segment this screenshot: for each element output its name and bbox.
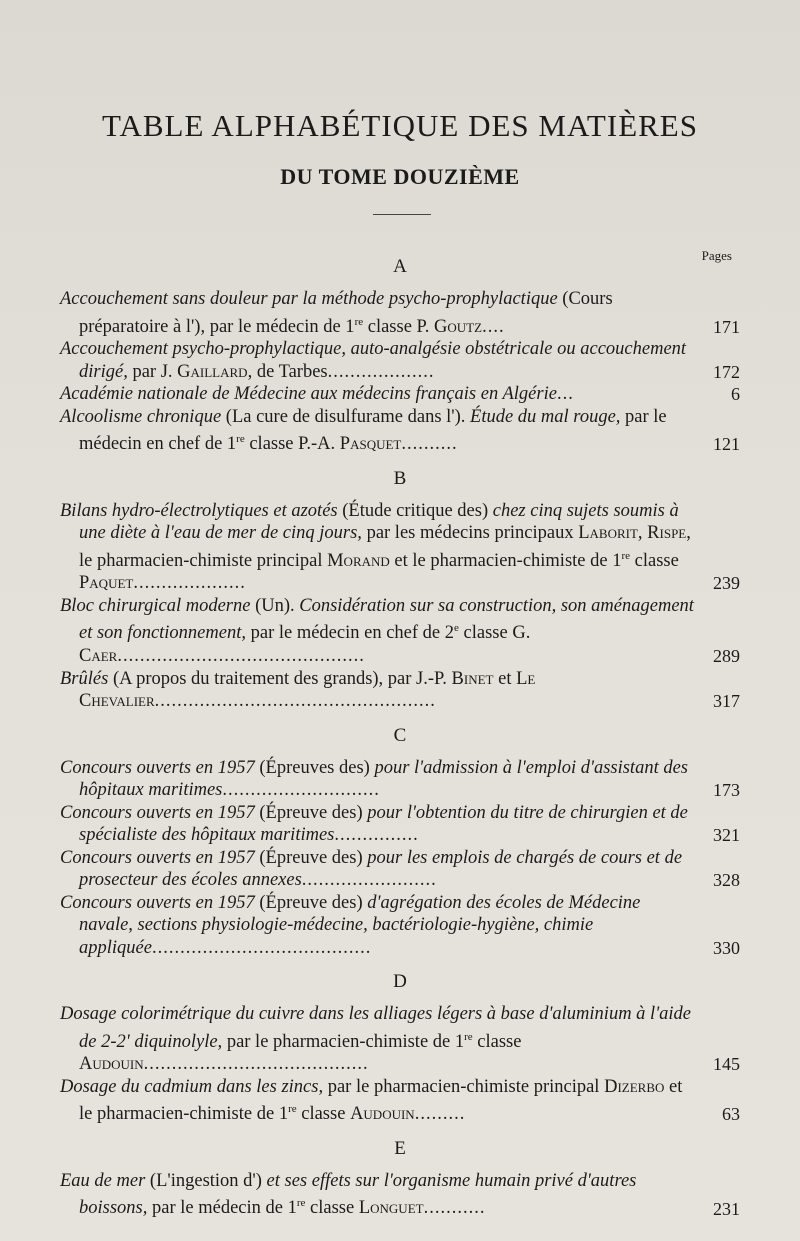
entry-text-part: par le médecin de 1 [147,1198,297,1219]
index-entry [60,595,740,668]
entry-text-part: Considération sur sa construction, son aménagement et son fonctionnement, [79,595,694,644]
index-section [60,971,740,1126]
entry-page-number: 289 [713,646,740,667]
entry-page-number: 328 [713,870,740,891]
entry-text [60,288,694,338]
entry-text-part: Dosage du cadmium dans les zincs, [60,1076,324,1097]
entry-text-part: Académie nationale de Médecine aux médecins français en Algérie [60,384,557,405]
entry-page-number: 145 [713,1054,740,1075]
entry-text-part: (A propos du traitement des grands), par J.-P. [108,668,452,689]
dot-leader: ............... [334,825,419,846]
dot-leader: ......... [414,1104,466,1125]
entry-text-part: Caer [79,646,118,667]
entry-text [60,847,694,892]
entry-text-part: Concours ouverts en 1957 [60,892,255,913]
entry-text-part: par le médecin en chef de 2 [245,623,455,644]
index-entry [60,288,740,338]
entry-text-part: et ses effets sur l'organisme humain privé d'autres boissons, [79,1170,637,1219]
entry-page-number: 239 [713,573,740,594]
entry-text-part: classe [472,1031,522,1052]
entry-text-part: re [464,1030,473,1043]
entry-page-number: 173 [713,780,740,801]
entry-text-part: Brûlés [60,668,109,689]
entry-text-part: (L'ingestion d') [145,1170,267,1191]
pages-column-label: Pages [701,248,732,263]
entry-text [60,383,694,406]
entry-text-part: Alcoolisme chronique [60,406,222,427]
title-divider [373,214,431,215]
index-entry [60,406,740,456]
entry-text [60,406,694,456]
index-entry [60,847,740,892]
entry-text-part: et [493,668,517,689]
entry-text-part: pour l'obtention du titre de chirurgien et de spécialiste des hôpitaux maritimes [79,802,688,846]
entry-text [60,802,694,847]
entry-text [60,1170,694,1220]
entry-text-part: e [454,622,459,635]
index-entry [60,668,740,713]
section-letter: C [393,724,407,746]
entry-text [60,595,694,668]
entry-text-part: pour l'admission à l'emploi d'assistant des hôpitaux maritimes [79,757,688,801]
entry-text-part: re [236,433,245,446]
entry-text-part: (Épreuves des) [254,757,375,778]
index-entry [60,1170,740,1220]
entry-text-part: Longuet [358,1198,424,1219]
entry-text-part: classe P. [363,316,435,337]
dot-leader: .... [482,316,505,337]
entry-text-part: (Cours préparatoire à l'), par le médecin de 1 [79,289,613,337]
entry-text-part: Étude du mal rouge, [470,406,621,427]
entry-text-part: classe [630,550,679,571]
index-section [60,725,740,960]
entry-page-number: 6 [731,384,740,405]
entry-text-part: (Épreuve des) [254,802,368,823]
entry-text-part: (Un). [250,595,300,616]
dot-leader: ............................................ [117,646,365,667]
entry-text-part: (Épreuve des) [254,892,368,913]
dot-leader: ... [556,384,574,405]
entry-text-part: Le Chevalier [79,668,536,712]
entry-page-number: 63 [722,1104,740,1125]
entry-text-part: Gaillard [177,361,248,382]
entry-text-part: Audouin [79,1054,144,1075]
entry-text [60,338,694,383]
entry-page-number: 330 [713,937,740,958]
index-entry [60,500,740,595]
index-entry [60,383,740,406]
entry-text-part: classe [296,1104,351,1125]
entry-text-part: et le pharmacien-chimiste de 1 [79,1076,683,1125]
dot-leader: .......... [401,434,458,455]
index-entry [60,338,740,383]
entry-text-part: Audouin [350,1104,415,1125]
entry-text-part: et le pharmacien-chimiste de 1 [389,550,622,571]
entry-page-number: 121 [713,434,740,455]
entry-text-part: Accouchement psycho-prophylactique, auto-analgésie obstétricale ou accouchement dirigé, [60,339,687,382]
entry-text-part: Goutz [434,316,483,337]
entry-text [60,500,694,595]
section-letter: E [394,1137,406,1159]
entry-text-part: re [296,1197,306,1210]
entry-text-part: (Étude critique des) [337,500,493,521]
section-letter: D [393,971,407,993]
entry-text-part: par le médecin en chef de 1 [79,406,667,455]
entry-text [60,757,694,802]
entry-page-number: 172 [713,361,740,382]
entry-text-part: Bloc chirurgical moderne [60,595,251,616]
entry-text-part: Dosage colorimétrique du cuivre dans les alliages légers à base d'aluminium à l'aide de 2-2' diquinolyle, [60,1004,692,1052]
dot-leader: ........................ [301,870,437,891]
entry-text [60,892,694,960]
entry-text-part: par J. [127,361,178,382]
entry-page-number: 321 [713,825,740,846]
entry-text-part: Bilans hydro-électrolytiques et azotés [60,500,338,521]
index-section [60,468,740,713]
entry-text-part: Paquet [79,573,134,594]
index-entry [60,757,740,802]
dot-leader: .................... [133,573,246,594]
entry-text [60,668,694,713]
entry-text-part: classe [305,1198,359,1219]
entry-text-part: par le pharmacien-chimiste de 1 [222,1031,465,1052]
entry-text-part: pour les emplois de chargés de cours et de prosecteur des écoles annexes [79,847,683,891]
entry-text-part: re [621,549,631,562]
entry-text-part: Pasquet [339,434,402,455]
dot-leader: .................................................. [154,691,436,712]
entry-text-part: , [637,523,648,544]
entry-text [60,1076,694,1126]
entry-text-part: Dizerbo [604,1076,665,1097]
entry-text-part: par les médecins principaux [361,523,579,544]
index-entry [60,1003,740,1076]
index-entry [60,1076,740,1126]
entry-page-number: 171 [713,316,740,337]
entry-text-part: chez cinq sujets soumis à une diète à l'eau de mer de cinq jours, [79,500,679,544]
entry-text-part: (Épreuve des) [254,847,368,868]
section-letter: A [393,256,407,277]
dot-leader: ........... [423,1198,486,1219]
entry-text-part: , le pharmacien-chimiste principal [79,523,691,571]
entry-text-part: Rispe [647,523,687,544]
entry-text [60,1003,694,1076]
section-letter: B [393,467,407,489]
entry-text-part: Binet [451,668,494,689]
entry-text-part: classe G. [458,623,531,644]
dot-leader: ....................................... [151,937,372,958]
index-entry [60,802,740,847]
entry-text-part: Concours ouverts en 1957 [60,847,255,868]
entry-text-part: Laborit [578,523,638,544]
dot-leader: ................... [327,361,435,382]
entry-text-part: par le pharmacien-chimiste principal [323,1076,605,1097]
entry-text-part: re [354,315,364,328]
index-section [60,256,740,456]
entry-page-number: 231 [713,1198,740,1219]
entry-text-part: Concours ouverts en 1957 [60,802,255,823]
page-title: TABLE ALPHABÉTIQUE DES MATIÈRES [102,108,698,143]
entry-text-part: , de Tarbes [247,361,328,382]
dot-leader: ........................................ [143,1054,369,1075]
index-section [60,1138,740,1220]
entry-text-part: classe P.-A. [244,434,340,455]
entry-text-part: Eau de mer [60,1170,146,1191]
page-subtitle: DU TOME DOUZIÈME [280,164,520,189]
entry-text-part: Concours ouverts en 1957 [60,757,255,778]
entry-text-part: Morand [327,550,390,571]
entry-page-number: 317 [713,691,740,712]
index-entry [60,892,740,960]
entry-text-part: re [288,1103,297,1116]
entry-text-part: (La cure de disulfurame dans l'). [221,406,471,427]
entry-text-part: Accouchement sans douleur par la méthode psycho-prophylactique [60,289,558,309]
index-content [60,256,740,1220]
dot-leader: ............................ [222,780,380,801]
entry-text-part: d'agrégation des écoles de Médecine navale, sections physiologie-médecine, bactériologie-hygiène, chimie appliquée [79,892,641,958]
